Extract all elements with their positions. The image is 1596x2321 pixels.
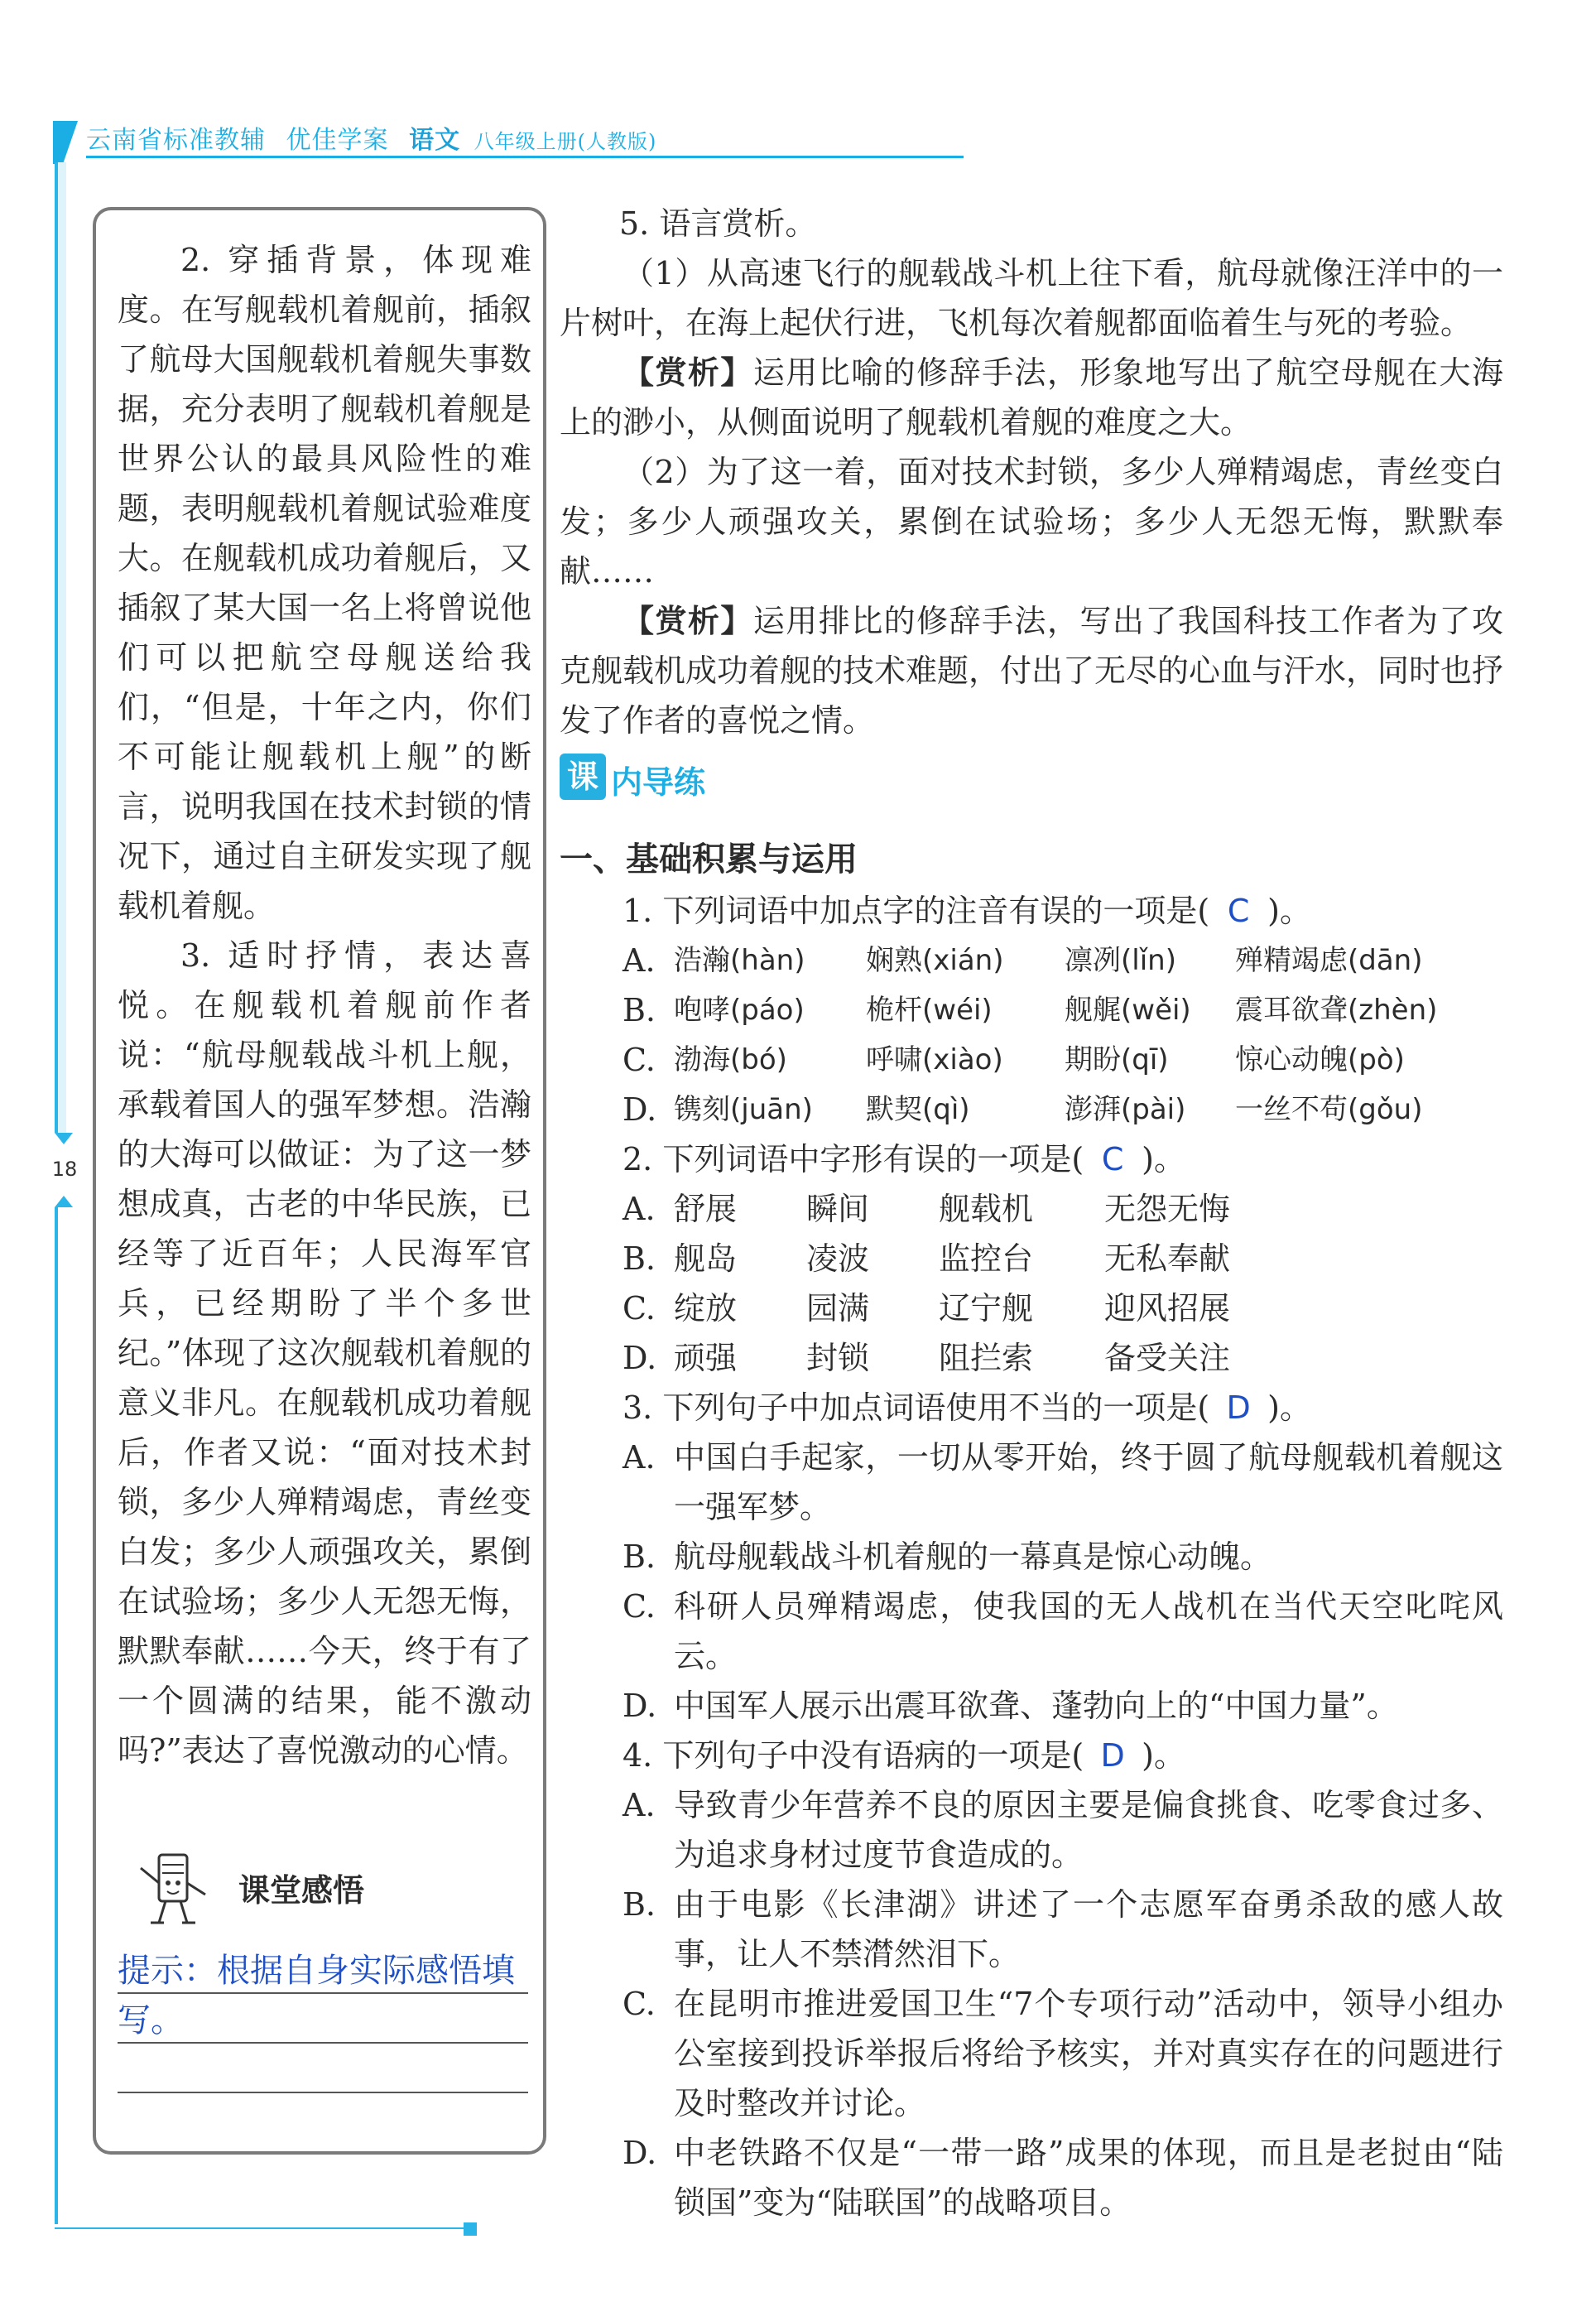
analysis-label: 【赏析】 (623, 603, 753, 639)
answer: D (1226, 1389, 1251, 1426)
option: A. 中国白手起家，一切从零开始，终于圆了航母舰载机着舰这一强军梦。 (623, 1439, 1503, 1525)
analysis-label: 【赏析】 (623, 354, 753, 391)
question-2-stem: 2. 下列词语中字形有误的一项是( C )。 (623, 1134, 1503, 1184)
pencil-mascot-icon (129, 1843, 220, 1934)
option: D. 中国军人展示出震耳欲聋、蓬勃向上的“中国力量”。 (623, 1688, 1398, 1724)
side-note-box (93, 207, 546, 2155)
option-row: C. 绽放 园满 辽宁舰 迎风招展 (623, 1290, 1231, 1327)
language-appreciation (560, 199, 1503, 745)
note-line (118, 2042, 528, 2044)
option: A. 导致青少年营养不良的原因主要是偏食挑食、吃零食过多、为追求身材过度节食造成的。 (623, 1787, 1503, 1873)
header-subject: 语文 (409, 126, 461, 155)
header-grade: 八年级上册(人教版) (474, 130, 657, 153)
option-row: B. 咆哮(páo) 桅杆(wéi) 舰艉(wěi) 震耳欲聋(zhèn) (623, 992, 1438, 1028)
section-title: 一、基础积累与运用 (560, 840, 858, 879)
analysis-1: 【赏析】运用比喻的修辞手法，形象地写出了航空母舰在大海上的渺小，从侧面说明了舰载机着舰的难度之大。 (560, 354, 1503, 441)
question-1-stem: 1. 下列词语中加点字的注音有误的一项是( C )。 (623, 886, 1503, 936)
header-series: 云南省标准教辅 (86, 126, 266, 155)
question-5-title: 5. 语言赏析。 (619, 205, 817, 242)
option-row: C. 渤海(bó) 呼啸(xiào) 期盼(qī) 惊心动魄(pò) (623, 1042, 1405, 1078)
page-header (53, 116, 1046, 164)
reflection-title: 课堂感悟 (238, 1872, 365, 1909)
option-row: D. 镌刻(juān) 默契(qì) 澎湃(pài) 一丝不苟(gǒu) (623, 1091, 1423, 1128)
option: C. 在昆明市推进爱国卫生“7个专项行动”活动中，领导小组办公室接到投诉举报后将给予核实，并对真实存在的问题进行及时整改并讨论。 (623, 1986, 1503, 2121)
reflection-tip: 提示：根据自身实际感悟填写。 (118, 1952, 515, 2039)
option-row: D. 顽强 封锁 阻拦索 备受关注 (623, 1340, 1231, 1376)
answer: C (1101, 1141, 1124, 1177)
in-class-practice-label: 内导练 (611, 764, 706, 801)
option-row: B. 舰岛 凌波 监控台 无私奉献 (623, 1240, 1231, 1277)
answer: C (1227, 893, 1250, 929)
option-row: A. 舒展 瞬间 舰载机 无怨无悔 (623, 1191, 1231, 1227)
margin-band (58, 162, 66, 1173)
side-paragraph: 3. 适时抒情，表达喜悦。在舰载机着舰前作者说：“航母舰载战斗机上舰，承载着国人的强军梦想。浩瀚的大海可以做证：为了这一梦想成真，古老的中华民族，已经等了近百年；人民海军官兵，已经期盼了半个多世纪。”体现了这次舰载机着舰的意义非凡。在舰载机成功着舰后，作者又说：“面对技术封锁，多少人殚精竭虑，青丝变白发；多少人顽强攻关，累倒在试验场；多少人无怨无悔，默默奉献……今天，终于有了一个圆满的结果，能不激动吗?”表达了喜悦激动的心情。 (118, 937, 531, 1769)
option-row: A. 浩瀚(hàn) 娴熟(xián) 凛冽(lǐn) 殚精竭虑(dān) (623, 942, 1423, 979)
analysis-2: 【赏析】运用排比的修辞手法，写出了我国科技工作者为了攻克舰载机成功着舰的技术难题，付出了无尽的心血与汗水，同时也抒发了作者的喜悦之情。 (560, 603, 1504, 739)
question-3-stem: 3. 下列句子中加点词语使用不当的一项是( D )。 (623, 1383, 1503, 1433)
page-number: 18 (51, 1158, 78, 1181)
header-title (86, 119, 656, 156)
option: C. 科研人员殚精竭虑，使我国的无人战机在当代天空叱咤风云。 (623, 1588, 1503, 1674)
questions (623, 886, 1503, 2227)
option: B. 航母舰载战斗机着舰的一幕真是惊心动魄。 (623, 1539, 1272, 1575)
margin-rail-bottom (55, 2227, 469, 2229)
margin-rail-end-square (464, 2222, 477, 2236)
ke-badge-icon: 课 (560, 754, 606, 800)
option: B. 由于电影《长津湖》讲述了一个志愿军奋勇杀敌的感人故事，让人不禁潸然泪下。 (623, 1886, 1503, 1972)
side-note-text (118, 235, 531, 1775)
sentence-2: （2）为了这一着，面对技术封锁，多少人殚精竭虑，青丝变白发；多少人顽强攻关，累倒在试验场；多少人无怨无悔，默默奉献…… (560, 454, 1503, 590)
header-corner-decoration (53, 121, 78, 164)
answer: D (1100, 1737, 1125, 1774)
side-paragraph: 2. 穿插背景，体现难度。在写舰载机着舰前，插叙了航母大国舰载机着舰失事数据，充分表明了舰载机着舰是世界公认的最具风险性的难题，表明舰载机着舰试验难度大。在舰载机成功着舰后，又插叙了某大国一名上将曾说他们可以把航空母舰送给我们，“但是，十年之内，你们不可能让舰载机上舰”的断言，说明我国在技术封锁的情况下，通过自主研发实现了舰载机着舰。 (118, 242, 531, 924)
page-number-marker (48, 1133, 81, 1207)
sentence-1: （1）从高速飞行的舰载战斗机上往下看，航母就像汪洋中的一片树叶，在海上起伏行进，飞机每次着舰都面临着生与死的考验。 (560, 255, 1503, 341)
option: D. 中老铁路不仅是“一带一路”成果的体现，而且是老挝由“陆锁国”变为“陆联国”的战略项目。 (623, 2135, 1503, 2221)
header-book: 优佳学案 (286, 126, 389, 155)
note-line (118, 2092, 528, 2093)
header-rule (86, 156, 964, 158)
question-4-stem: 4. 下列句子中没有语病的一项是( D )。 (623, 1731, 1503, 1780)
note-line (118, 1992, 528, 1994)
